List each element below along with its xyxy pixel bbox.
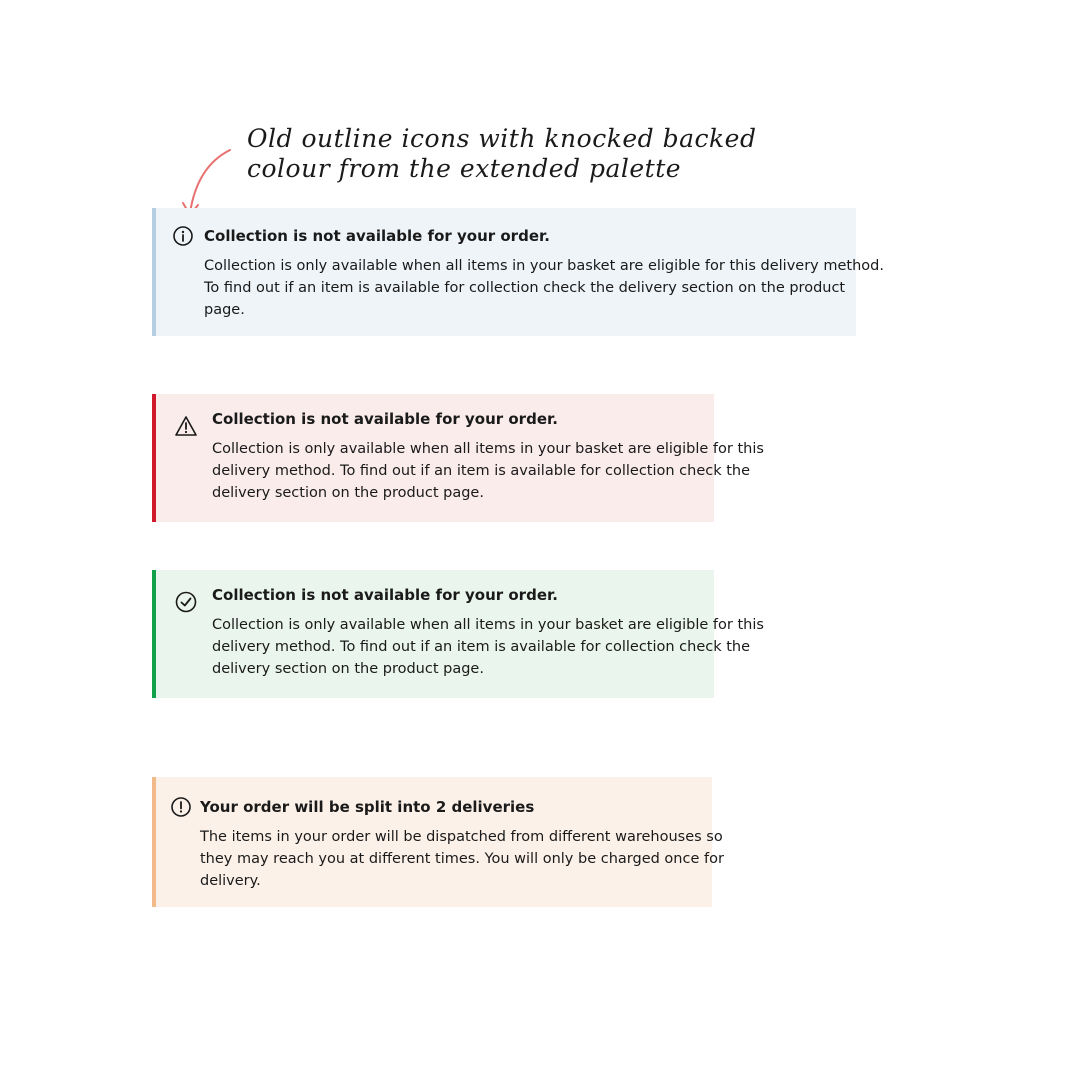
alert-title: Collection is not available for your order. [212,410,558,428]
alert-title: Collection is not available for your order. [204,227,550,245]
alert-body-line: To find out if an item is available for collection check the delivery section on the product [204,280,846,296]
annotation-line-1: Old outline icons with knocked backed [247,124,757,153]
alert-body-line: they may reach you at different times. You will only be charged once for [200,851,724,867]
alert-body-line: Collection is only available when all items in your basket are eligible for this [212,441,764,457]
alert-body [212,438,764,504]
alert-body-line: The items in your order will be dispatched from different warehouses so [200,829,723,845]
annotation-line-2: colour from the extended palette [247,154,682,183]
warning-alert [152,777,724,907]
check-circle-icon [175,591,197,613]
alert-title: Collection is not available for your order. [212,586,558,604]
alert-body-line: delivery section on the product page. [212,485,484,501]
alert-body [212,614,764,680]
exclamation-circle-icon [170,796,192,818]
alert-body-line: Collection is only available when all items in your basket are eligible for this [212,617,764,633]
alert-body-line: delivery method. To find out if an item is available for collection check the [212,639,751,655]
alert-body-line: delivery. [200,873,261,889]
alert-body-line: page. [204,302,245,318]
alert-title: Your order will be split into 2 deliveries [200,798,535,816]
alert-body-line: delivery method. To find out if an item is available for collection check the [212,463,751,479]
alert-body-line: Collection is only available when all items in your basket are eligible for this delivery method. [204,258,884,274]
success-alert [152,570,764,698]
alert-body [200,826,724,892]
info-alert [152,208,884,336]
error-alert [152,394,764,522]
warning-triangle-icon [175,415,197,437]
info-circle-icon [172,225,194,247]
alert-body [204,255,884,321]
alert-body-line: delivery section on the product page. [212,661,484,677]
annotation-note [247,124,807,184]
